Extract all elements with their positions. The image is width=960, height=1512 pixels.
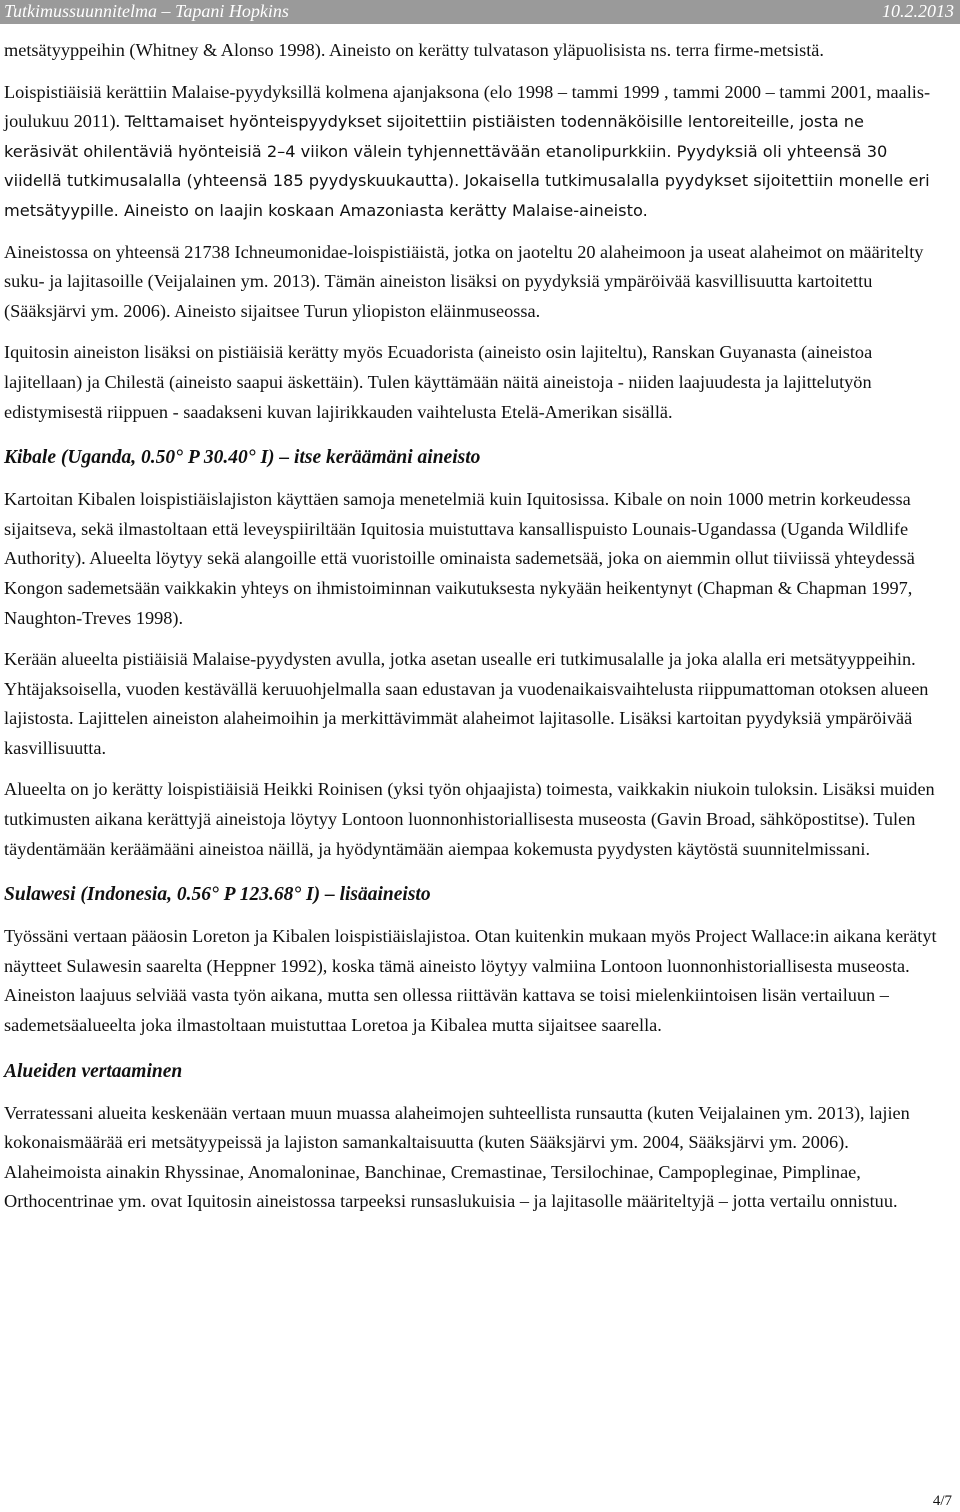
paragraph-9: Verratessani alueita keskenään vertaan muun muassa alaheimojen suhteellista runsautta (kuten Veijalainen ym. 2013), lajien kokonaismäärää eri metsätyypeissä ja lajiston samankaltaisuutta (kuten Sääksjärvi ym. 2004, Sääksjärvi ym. 2006). Alaheimoista ainakin Rhyssinae, Anomaloninae, Banchinae, Cremastinae, Tersilochinae, Campopleginae, Pimplinae, Orthocentrinae ym. ovat Iquitosin aineistossa tarpeeksi runsaslukuisia – ja lajitasolle määriteltyjä – jotta vertailu onnistuu.	[4, 1102, 910, 1212]
paragraph-5: Kartoitan Kibalen loispistiäislajiston käyttäen samoja menetelmiä kuin Iquitosissa. Kibale on noin 1000 metrin korkeudessa sijaitseva, sekä ilmastoltaan että leveyspiiriltään Iquitosia muistuttava kansallispuisto Lounais-Ugandassa (Uganda Wildlife Authority). Alueelta löytyy sekä alangoille että vuoristoille ominaista sademetsää, joka on aiemmin ollut tiiviissä yhteydessä Kongon sademetsään vaikkakin yhteys on ihmistoiminnan vaikutuksesta nykyään heikentynyt (Chapman & Chapman 1997, Naughton-Treves 1998).	[4, 489, 915, 628]
paragraph-1: metsätyyppeihin (Whitney & Alonso 1998). Aineisto on kerätty tulvatason yläpuolisista ns. terra firme-metsistä.	[4, 40, 824, 60]
document-body	[4, 36, 942, 1229]
paragraph-2-part-a: Loispistiäisiä kerättiin Malaise-pyydyksillä kolmena ajanjaksona (elo 1998 – tammi 1999 , tammi 2000 – tammi 2001, maalis-joulukuu 2011).	[4, 81, 931, 132]
paragraph-6: Kerään alueelta pistiäisiä Malaise-pyydysten avulla, jotka asetan usealle eri tutkimusalalle ja joka alalla eri metsätyyppeihin. Yhtäjaksoisella, vuoden kestävällä keruuohjelmalla saan edustavan ja vuodenaikaisvaihtelusta riippumattoman otoksen alueen lajistosta. Lajittelen aineiston alaheimoihin ja merkittävimmät alaheimot lajitasolle. Lisäksi kartoitan pyydyksiä ympäröivää kasvillisuutta.	[4, 649, 929, 758]
heading-comparison: Alueiden vertaaminen	[4, 1060, 183, 1082]
paragraph-7: Alueelta on jo kerätty loispistiäisiä Heikki Roinisen (yksi työn ohjaajista) toimesta, vaikkakin niukoin tuloksin. Lisäksi muiden tutkimusten aikana kerättyjä aineistoja löytyy Lontoon luonnonhistoriallisesta museosta (Gavin Broad, sähköpostitse). Tulen täydentämään keräämääni aineistoa näillä, ja hyödyntämään aiempaa kokemusta pyydysten käytöstä suunnitelmissani.	[4, 779, 935, 859]
paragraph-2-part-b: Telttamaiset hyönteispyydykset sijoitettiin pistiäisten todennäköisille lentoreiteille, josta ne keräsivät ohilentäviä hyönteisiä 2–4 viikon välein tyhjennettävään etanolipurkkiin. Pyydyksiä oli yhteensä 30 viidellä tutkimusalalla (yhteensä 185 pyydyskuukautta). Jokaisella tutkimusalalla pyydykset sijoitettiin monelle eri metsätyypille. Aineisto on laajin koskaan Amazoniasta kerätty Malaise-aineisto.	[4, 112, 930, 220]
page-header	[0, 0, 960, 24]
paragraph-2	[4, 78, 942, 226]
header-date: 10.2.2013	[882, 1, 954, 21]
header-title: Tutkimussuunnitelma – Tapani Hopkins	[4, 1, 289, 21]
paragraph-8: Työssäni vertaan pääosin Loreton ja Kibalen loispistiäislajistoa. Otan kuitenkin mukaan myös Project Wallace:in aikana kerätyt näytteet Sulawesin saarelta (Heppner 1992), koska tämä aineisto löytyy valmiina Lontoon luonnonhistoriallisesta museosta. Aineiston laajuus selviää vasta työn aikana, mutta sen ollessa riittävän kattava se toisi mielenkiintoisen lisän vertailuun – sademetsäalueelta joka ilmastoltaan muistuttaa Loretoa ja Kibalea mutta sijaitsee saarella.	[4, 926, 937, 1036]
paragraph-3: Aineistossa on yhteensä 21738 Ichneumonidae-loispistiäistä, jotka on jaoteltu 20 alaheimoon ja useat alaheimot on määritelty suku- ja lajitasoille (Veijalainen ym. 2013). Tämän aineiston lisäksi on pyydyksiä ympäröivää kasvillisuutta kartoitettu (Sääksjärvi ym. 2006). Aineisto sijaitsee Turun yliopiston eläinmuseossa.	[4, 241, 924, 321]
page-number: 4/7	[932, 1493, 952, 1509]
heading-sulawesi: Sulawesi (Indonesia, 0.56° P 123.68° I) – lisäaineisto	[4, 884, 431, 906]
paragraph-4: Iquitosin aineiston lisäksi on pistiäisiä kerätty myös Ecuadorista (aineisto osin lajiteltu), Ranskan Guyanasta (aineistoa lajitellaan) ja Chilestä (aineisto saapui äskettäin). Tulen käyttämään näitä aineistoja - niiden laajuudesta ja lajittelutyön edistymisestä riippuen - saadakseni kuvan lajirikkauden vaihtelusta Etelä-Amerikan sisällä.	[4, 342, 873, 422]
heading-kibale: Kibale (Uganda, 0.50° P 30.40° I) – itse keräämäni aineisto	[4, 447, 481, 469]
